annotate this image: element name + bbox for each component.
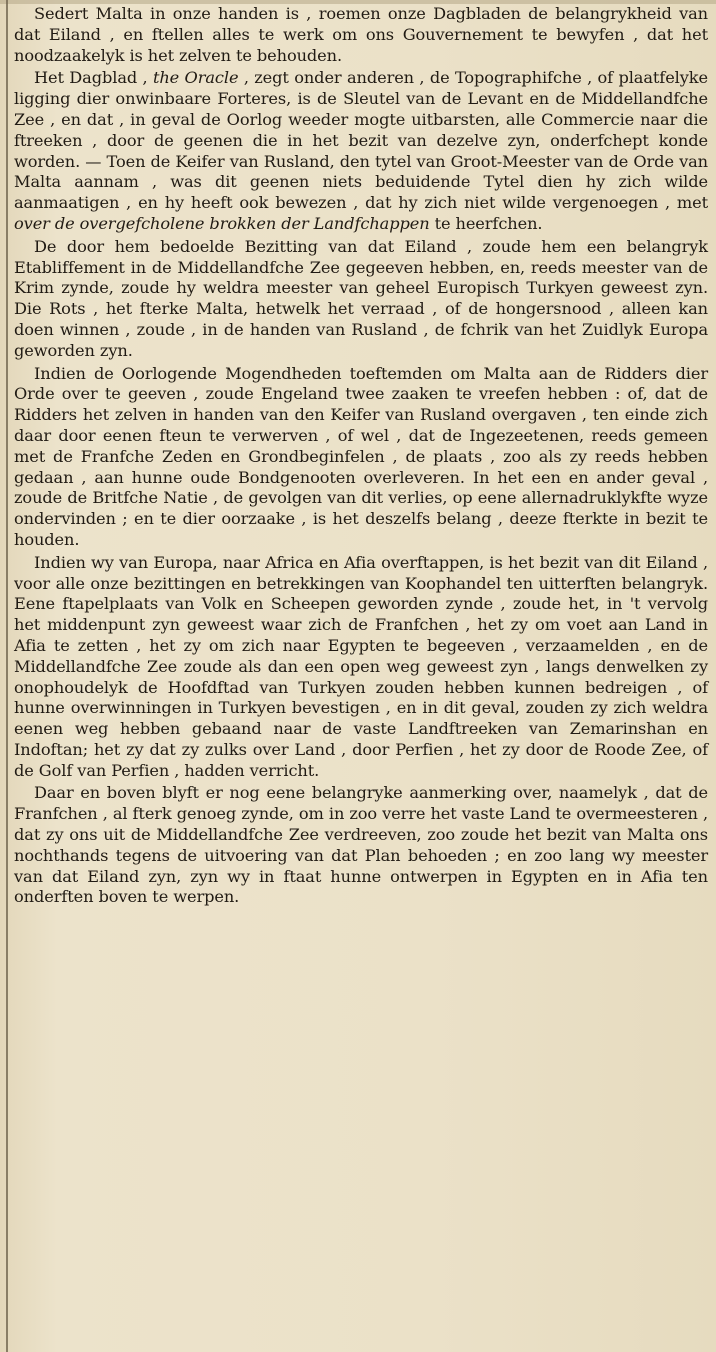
paragraph-2	[14, 68, 708, 234]
paragraph-text: Daar en boven blyft er nog eene belangryke aanmerking over, naamelyk , dat de Franfchen , al fterk genoeg zynde, om in zoo verre het vaste Land te overmeesteren , dat zy ons uit de Middellandfche Zee verdreeven, zoo zoude het bezit van Malta ons nochthands tegens de uitvoering van dat Plan behoeden ; en zoo lang wy meester van dat Eiland zyn, zyn wy in ftaat hunne ontwerpen in Egypten en in Afia ten onderften boven te werpen.	[14, 783, 708, 907]
paragraph-text: , zegt onder anderen , de Topographifche , of plaatfelyke ligging dier onwinbaare Forteres, is de Sleutel van de Levant en de Middellandfche Zee , en dat , in geval de Oorlog weeder mogte uitbarsten, alle Commercie naar die ftreeken , door de geenen die in het bezit van dezelve zyn, onderfchept konde worden. — Toen de Keifer van Rusland, den tytel van Groot-Meester van de Orde van Malta aannam , was dit geenen niets beduidende Tytel dien hy zich wilde aanmaatigen , en hy heeft ook bewezen , dat hy zich niet wilde vergenoegen , met	[14, 68, 708, 213]
quoted-phrase: over de overgefcholene brokken der Landfchappen	[14, 213, 430, 233]
paragraph-4	[14, 364, 708, 551]
paragraph-text: Indien wy van Europa, naar Africa en Afia overftappen, is het bezit van dit Eiland , voor alle onze bezittingen en betrekkingen van Koophandel ten uitterften belangryk. Eene ftapelplaats van Volk en Scheepen geworden zynde , zoude het, in 't vervolg het middenpunt zyn geweest waar zich de Franfchen , het zy om voet aan Land in Afia te zetten , het zy om zich naar Egypten te begeeven , verzaamelden , en de Middellandfche Zee zoude als dan een open weg geweest zyn , langs denwelken zy onophoudelyk de Hoofdftad van Turkyen zouden hebben kunnen bedreigen , of hunne overwinningen in Turkyen bevestigen , en in dit geval, zouden zy zich weldra eenen weg hebben gebaand naar de vaste Landftreeken van Zemarinshan en Indoftan; het zy dat zy zulks over Land , door Perfien , het zy door de Roode Zee, of de Golf van Perfien , hadden verricht.	[14, 552, 708, 780]
paragraph-text: Het Dagblad ,	[34, 68, 153, 88]
paragraph-3	[14, 237, 708, 362]
column-rule	[6, 0, 8, 1352]
article-column	[14, 4, 708, 910]
paragraph-5	[14, 553, 708, 782]
paragraph-text: Sedert Malta in onze handen is , roemen onze Dagbladen de belangrykheid van dat Eiland , en ftellen alles te werk om ons Gouvernement te bewyfen , dat het noodzaakelyk is het zelven te behouden.	[14, 4, 708, 65]
paragraph-text: De door hem bedoelde Bezitting van dat Eiland , zoude hem een belangryk Etabliffement in de Middellandfche Zee gegeeven hebben, en, reeds meester van de Krim zynde, zoude hy weldra meester van geheel Europisch Turkyen geweest zyn. Die Rots , het fterke Malta, hetwelk het verraad , of de hongersnood , alleen kan doen winnen , zoude , in de handen van Rusland , de fchrik van het Zuidlyk Europa geworden zyn.	[14, 236, 708, 360]
paragraph-text: te heerfchen.	[429, 213, 543, 233]
paragraph-6	[14, 783, 708, 908]
paragraph-text: Indien de Oorlogende Mogendheden toeftemden om Malta aan de Ridders dier Orde over te geeven , zoude Engeland twee zaaken te vreefen hebben : of, dat de Ridders het zelven in handen van den Keifer van Rusland overgaven , ten einde zich daar door eenen fteun te verwerven , of wel , dat de Ingezeetenen, reeds gemeen met de Franfche Zeden en Grondbeginfelen , de plaats , zoo als zy reeds hebben gedaan , aan hunne oude Bondgenooten overleveren. In het een en ander geval , zoude de Britfche Natie , de gevolgen van dit verlies, op eene allernadruklykfte wyze ondervinden ; en te dier oorzaake , is het deszelfs belang , deeze fterkte in bezit te houden.	[14, 363, 708, 549]
paragraph-1	[14, 4, 708, 66]
newspaper-title: the Oracle	[152, 68, 239, 88]
